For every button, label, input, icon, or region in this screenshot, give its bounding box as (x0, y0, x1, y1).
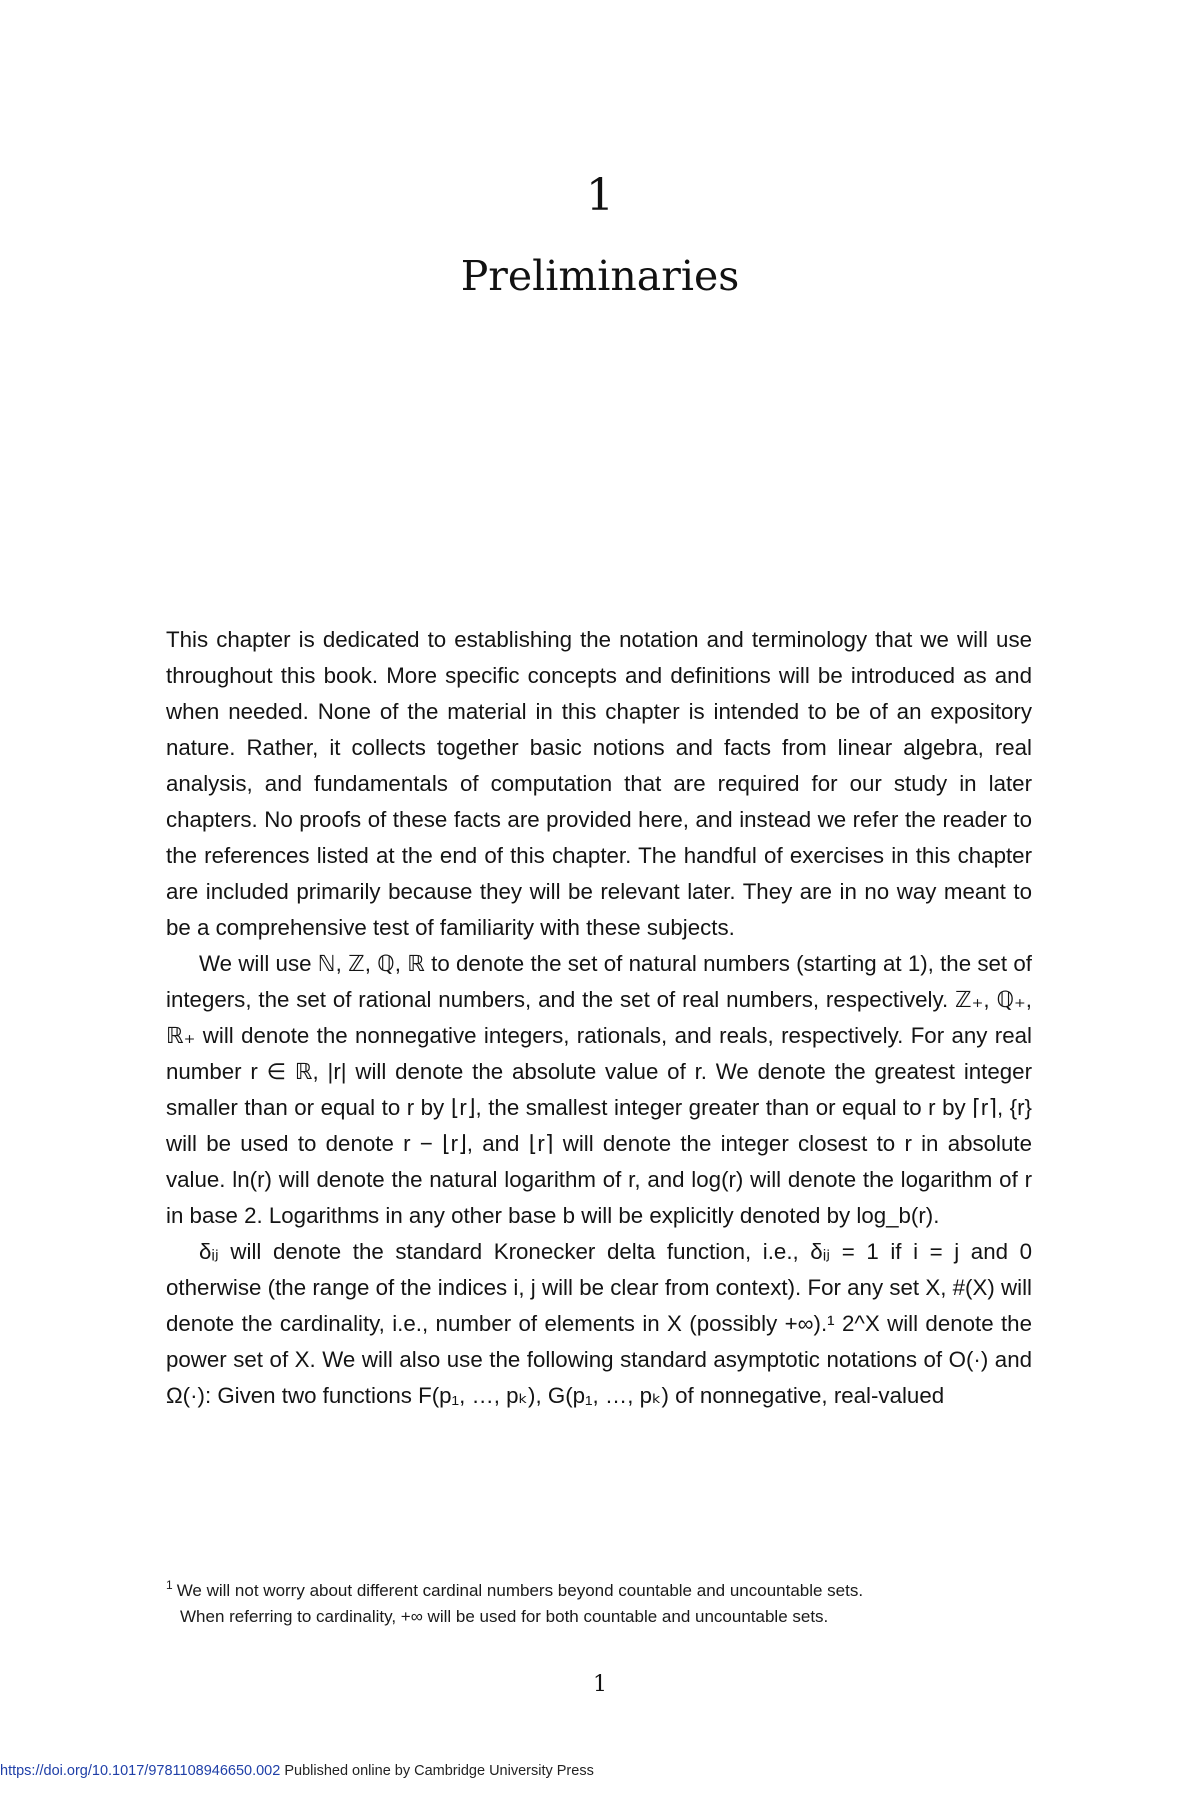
chapter-title: Preliminaries (460, 252, 740, 300)
paragraph-intro: This chapter is dedicated to establishing the notation and terminology that we will use throughout this book. More specific concepts and definitions will be introduced as and when needed. None of the material in this chapter is intended to be of an expository nature. Rather, it collects together basic notions and facts from linear algebra, real analysis, and fundamentals of computation that are required for our study in later chapters. No proofs of these facts are provided here, and instead we refer the reader to the references listed at the end of this chapter. The handful of exercises in this chapter are included primarily because they will be relevant later. They are in no way meant to be a comprehensive test of familiarity with these subjects. (166, 627, 1032, 940)
paragraph-number-sets: We will use ℕ, ℤ, ℚ, ℝ to denote the set of natural numbers (starting at 1), the set of integers, the set of rational numbers, and the set of real numbers, respectively. ℤ₊, ℚ₊, ℝ₊ will denote the nonnegative integers, rationals, and reals, respectively. For any real number r ∈ ℝ, |r| will denote the absolute value of r. We denote the greatest integer smaller than or equal to r by ⌊r⌋, the smallest integer greater than or equal to r by ⌈r⌉, {r} will be used to denote r − ⌊r⌋, and ⌊r⌉ will denote the integer closest to r in absolute value. ln(r) will denote the natural logarithm of r, and log(r) will denote the logarithm of r in base 2. Logarithms in any other base b will be explicitly denoted by log_b(r). (166, 951, 1032, 1228)
footnote-line-2: When referring to cardinality, +∞ will be used for both countable and uncountable sets. (180, 1607, 829, 1626)
footnote-line-1 (166, 1578, 1032, 1604)
footnote-text-1: We will not worry about different cardinal numbers beyond countable and uncountable sets. (176, 1581, 864, 1600)
footnote (166, 1578, 1032, 1630)
paragraph-kronecker: δᵢⱼ will denote the standard Kronecker delta function, i.e., δᵢⱼ = 1 if i = j and 0 otherwise (the range of the indices i, j will be clear from context). For any set X, #(X) will denote the cardinality, i.e., number of elements in X (possibly +∞).¹ 2^X will denote the power set of X. We will also use the following standard asymptotic notations of O(·) and Ω(·): Given two functions F(p₁, …, pₖ), G(p₁, …, pₖ) of nonnegative, real-valued (166, 1239, 1032, 1408)
publisher-note: Published online by Cambridge University Press (284, 1763, 594, 1779)
doi-link[interactable]: https://doi.org/10.1017/9781108946650.002 (0, 1763, 281, 1779)
page-number: 1 (593, 1672, 607, 1697)
chapter-number: 1 (586, 170, 614, 221)
footnote-marker: 1 (166, 1578, 173, 1593)
body-text (166, 622, 1032, 1414)
footer (0, 1761, 1200, 1781)
